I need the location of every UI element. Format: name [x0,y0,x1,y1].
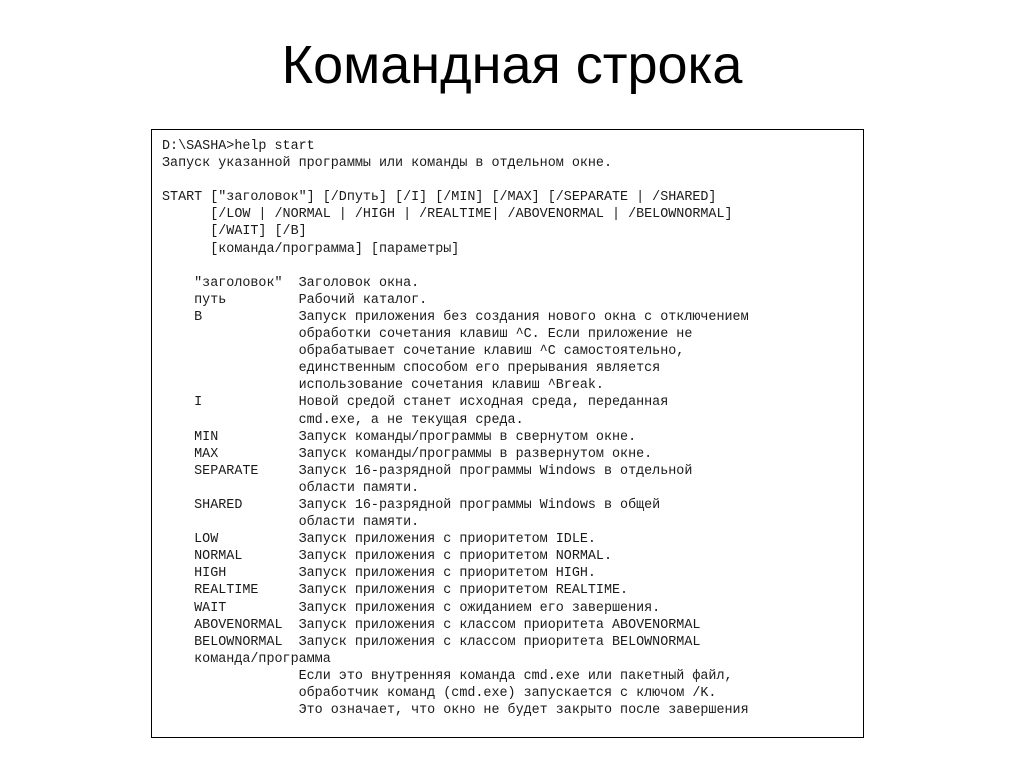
slide-title: Командная строка [281,35,743,95]
command-output-box [151,129,864,738]
command-output-text: D:\SASHA>help start Запуск указанной программы или команды в отдельном окне. START ["заголовок"] [/Dпуть] [/I] [/MIN] [/MAX] [/SEPARATE | /SHARED] [/LOW | /NORMAL | /HIGH | /REALTIME| /ABOVENORMAL | /BELOWNORMAL] [/WAIT] [/B] [команда/программа] [параметры] "заголовок" Заголовок окна. путь Рабочий каталог. B Запуск приложения без создания нового окна с отключением обработки сочетания клавиш ^C. Если приложение не обрабатывает сочетание клавиш ^C самостоятельно, единственным способом его прерывания является использование сочетания клавиш ^Break. I Новой средой станет исходная среда, переданная cmd.exe, а не текущая среда. MIN Запуск команды/программы в свернутом окне. MAX Запуск команды/программы в развернутом окне. SEPARATE Запуск 16-разрядной программы Windows в отдельной области памяти. SHARED Запуск 16-разрядной программы Windows в общей области памяти. LOW Запуск приложения с приоритетом IDLE. NORMAL Запуск приложения с приоритетом NORMAL. HIGH Запуск приложения с приоритетом HIGH. REALTIME Запуск приложения с приоритетом REALTIME. WAIT Запуск приложения с ожиданием его завершения. ABOVENORMAL Запуск приложения с классом приоритета ABOVENORMAL BELOWNORMAL Запуск приложения с классом приоритета BELOWNORMAL команда/программа Если это внутренняя команда cmd.exe или пакетный файл, обработчик команд (cmd.exe) запускается с ключом /K. Это означает, что окно не будет закрыто после завершения [162,139,749,719]
